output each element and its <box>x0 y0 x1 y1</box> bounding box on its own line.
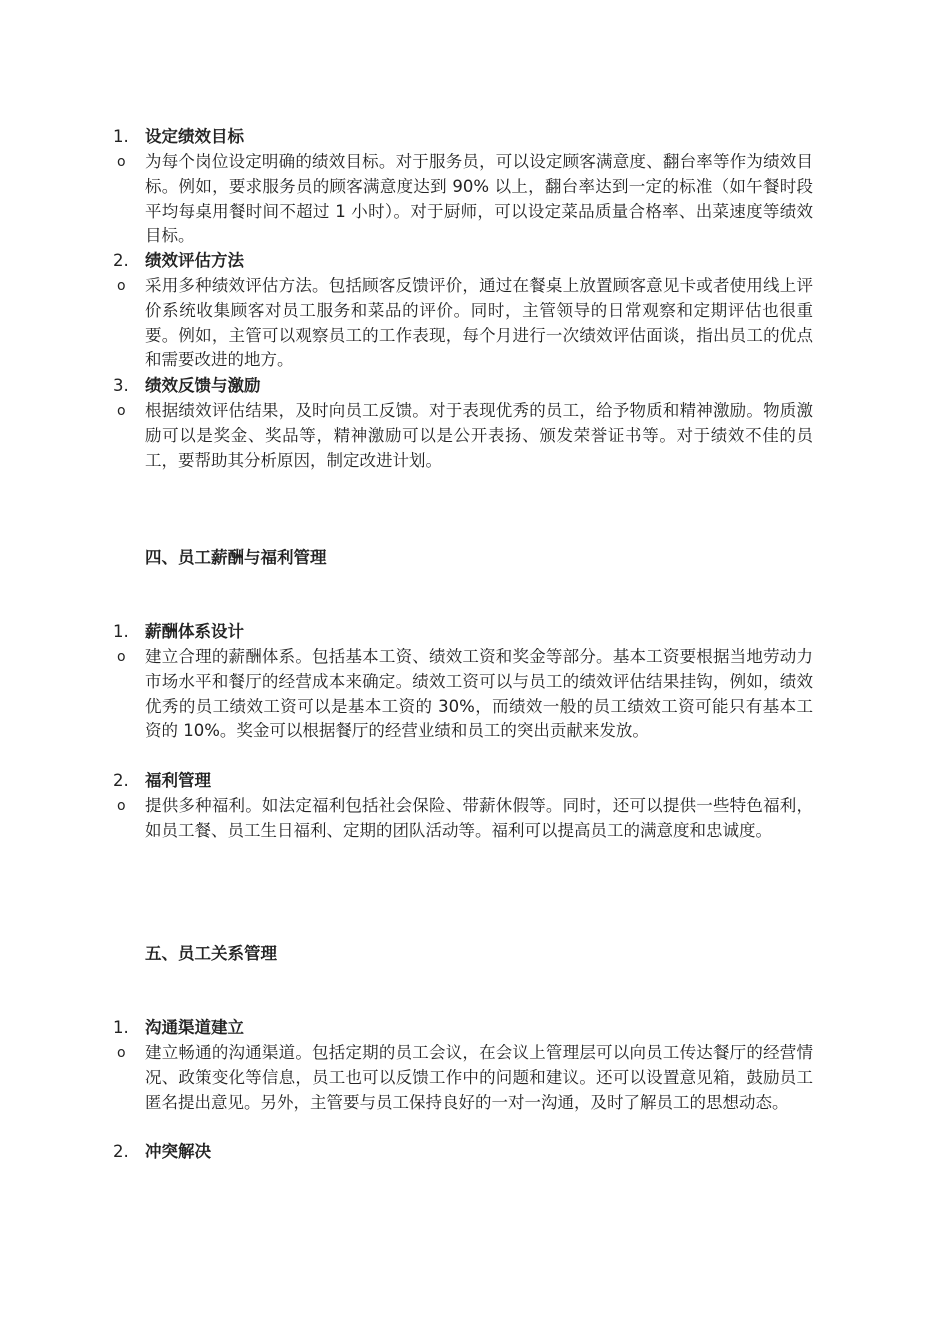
bullet-text: 建立畅通的沟通渠道。包括定期的员工会议，在会议上管理层可以向员工传达餐厅的经营情况、政策变化等信息，员工也可以反馈工作中的问题和建议。还可以设置意见箱，鼓励员工匿名提出意见。另外，主管要与员工保持良好的一对一沟通，及时了解员工的思想动态。 <box>145 1043 813 1112</box>
item-title: 绩效评估方法 <box>145 251 244 270</box>
numbered-heading <box>113 125 244 149</box>
bullet-text: 为每个岗位设定明确的绩效目标。对于服务员，可以设定顾客满意度、翻台率等作为绩效目标。例如，要求服务员的顾客满意度达到 90% 以上，翻台率达到一定的标准（如午餐时段平均每桌用餐时间不超过 1 小时）。对于厨师，可以设定菜品质量合格率、出菜速度等绩效目标。 <box>145 152 813 246</box>
item-number: 2. <box>113 1142 129 1161</box>
item-title: 设定绩效目标 <box>145 127 244 146</box>
section-heading: 四、员工薪酬与福利管理 <box>145 548 327 567</box>
bullet-text: 采用多种绩效评估方法。包括顾客反馈评价，通过在餐桌上放置顾客意见卡或者使用线上评价系统收集顾客对员工服务和菜品的评价。同时，主管领导的日常观察和定期评估也很重要。例如，主管可以观察员工的工作表现，每个月进行一次绩效评估面谈，指出员工的优点和需要改进的地方。 <box>145 276 813 370</box>
bullet-paragraph <box>113 150 813 249</box>
bullet-marker: o <box>117 154 126 170</box>
bullet-paragraph <box>113 399 813 473</box>
numbered-heading <box>113 1016 244 1040</box>
item-title: 福利管理 <box>145 771 211 790</box>
bullet-text: 根据绩效评估结果，及时向员工反馈。对于表现优秀的员工，给予物质和精神激励。物质激励可以是奖金、奖品等，精神激励可以是公开表扬、颁发荣誉证书等。对于绩效不佳的员工，要帮助其分析原因，制定改进计划。 <box>145 401 813 470</box>
item-title: 绩效反馈与激励 <box>145 376 261 395</box>
item-title: 沟通渠道建立 <box>145 1018 244 1037</box>
item-number: 1. <box>113 1018 129 1037</box>
bullet-marker: o <box>117 278 126 294</box>
item-title: 冲突解决 <box>145 1142 211 1161</box>
numbered-heading <box>113 1140 211 1164</box>
bullet-text: 提供多种福利。如法定福利包括社会保险、带薪休假等。同时，还可以提供一些特色福利，如员工餐、员工生日福利、定期的团队活动等。福利可以提高员工的满意度和忠诚度。 <box>145 796 813 840</box>
bullet-marker: o <box>117 1045 126 1061</box>
item-number: 2. <box>113 771 129 790</box>
bullet-marker: o <box>117 649 126 665</box>
numbered-heading <box>113 374 261 398</box>
item-number: 2. <box>113 251 129 270</box>
bullet-paragraph <box>113 1041 813 1115</box>
bullet-paragraph <box>113 794 813 844</box>
numbered-heading <box>113 769 211 793</box>
item-number: 1. <box>113 127 129 146</box>
item-number: 3. <box>113 376 129 395</box>
numbered-heading <box>113 249 244 273</box>
bullet-paragraph <box>113 645 813 744</box>
bullet-paragraph <box>113 274 813 373</box>
bullet-marker: o <box>117 403 126 419</box>
section-heading: 五、员工关系管理 <box>145 944 277 963</box>
numbered-heading <box>113 620 244 644</box>
bullet-marker: o <box>117 798 126 814</box>
item-title: 薪酬体系设计 <box>145 622 244 641</box>
item-number: 1. <box>113 622 129 641</box>
bullet-text: 建立合理的薪酬体系。包括基本工资、绩效工资和奖金等部分。基本工资要根据当地劳动力市场水平和餐厅的经营成本来确定。绩效工资可以与员工的绩效评估结果挂钩，例如，绩效优秀的员工绩效工资可以是基本工资的 30%，而绩效一般的员工绩效工资可能只有基本工资的 10%。奖金可以根据餐厅的经营业绩和员工的突出贡献来发放。 <box>145 647 813 741</box>
